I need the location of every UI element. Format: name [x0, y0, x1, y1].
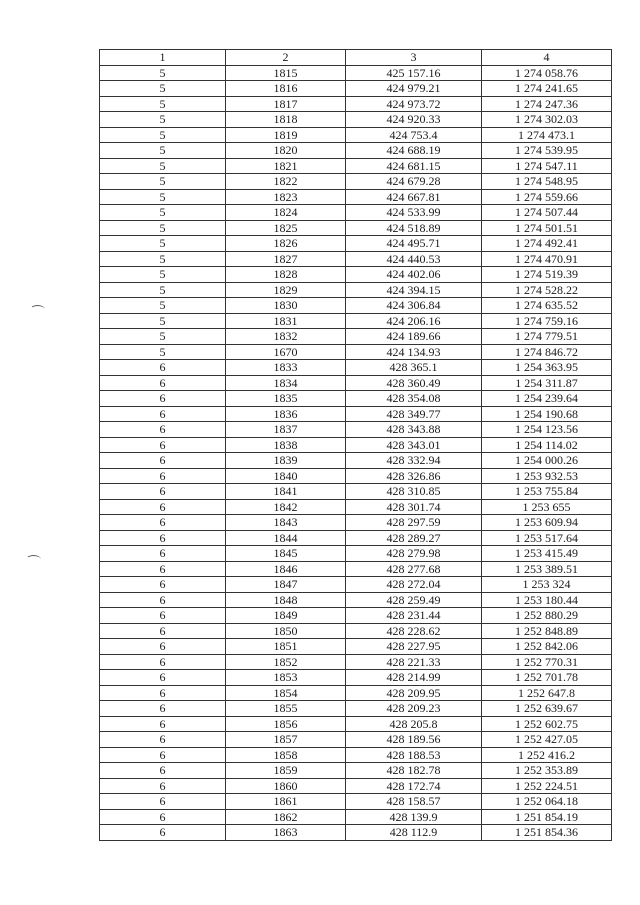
point-number-cell: 1850 — [226, 623, 346, 639]
point-number-cell: 1827 — [226, 251, 346, 267]
table-row — [100, 763, 612, 779]
point-number-cell: 1815 — [226, 65, 346, 81]
point-number-cell: 1851 — [226, 639, 346, 655]
point-number-cell: 1843 — [226, 515, 346, 531]
contour-number-cell: 5 — [100, 344, 226, 360]
table-row — [100, 747, 612, 763]
contour-number-cell: 6 — [100, 747, 226, 763]
y-coordinate-cell: 1 253 415.49 — [482, 546, 612, 562]
x-coordinate-cell: 424 753.4 — [346, 127, 482, 143]
x-coordinate-cell: 424 681.15 — [346, 158, 482, 174]
y-coordinate-cell: 1 253 755.84 — [482, 484, 612, 500]
point-number-cell: 1859 — [226, 763, 346, 779]
point-number-cell: 1837 — [226, 422, 346, 438]
y-coordinate-cell: 1 254 000.26 — [482, 453, 612, 469]
x-coordinate-cell: 424 306.84 — [346, 298, 482, 314]
point-number-cell: 1858 — [226, 747, 346, 763]
y-coordinate-cell: 1 274 528.22 — [482, 282, 612, 298]
table-row — [100, 468, 612, 484]
x-coordinate-cell: 424 206.16 — [346, 313, 482, 329]
table-row — [100, 360, 612, 376]
y-coordinate-cell: 1 274 302.03 — [482, 112, 612, 128]
contour-number-cell: 6 — [100, 825, 226, 841]
contour-number-cell: 6 — [100, 716, 226, 732]
contour-number-cell: 6 — [100, 561, 226, 577]
point-number-cell: 1844 — [226, 530, 346, 546]
table-row — [100, 375, 612, 391]
contour-number-cell: 6 — [100, 608, 226, 624]
point-number-cell: 1822 — [226, 174, 346, 190]
contour-number-cell: 6 — [100, 654, 226, 670]
table-row — [100, 205, 612, 221]
x-coordinate-cell: 428 343.01 — [346, 437, 482, 453]
y-coordinate-cell: 1 274 492.41 — [482, 236, 612, 252]
point-number-cell: 1831 — [226, 313, 346, 329]
x-coordinate-cell: 428 279.98 — [346, 546, 482, 562]
y-coordinate-cell: 1 254 239.64 — [482, 391, 612, 407]
x-coordinate-cell: 424 667.81 — [346, 189, 482, 205]
y-coordinate-cell: 1 274 507.44 — [482, 205, 612, 221]
point-number-cell: 1828 — [226, 267, 346, 283]
contour-number-cell: 6 — [100, 809, 226, 825]
point-number-cell: 1856 — [226, 716, 346, 732]
y-coordinate-cell: 1 252 880.29 — [482, 608, 612, 624]
table-row — [100, 670, 612, 686]
point-number-cell: 1845 — [226, 546, 346, 562]
x-coordinate-cell: 428 182.78 — [346, 763, 482, 779]
table-row — [100, 65, 612, 81]
x-coordinate-cell: 424 533.99 — [346, 205, 482, 221]
y-coordinate-cell: 1 252 647.8 — [482, 685, 612, 701]
contour-number-cell: 5 — [100, 251, 226, 267]
contour-number-cell: 6 — [100, 763, 226, 779]
x-coordinate-cell: 428 365.1 — [346, 360, 482, 376]
y-coordinate-cell: 1 252 224.51 — [482, 778, 612, 794]
table-row — [100, 825, 612, 841]
table-row — [100, 530, 612, 546]
point-number-cell: 1817 — [226, 96, 346, 112]
y-coordinate-cell: 1 253 517.64 — [482, 530, 612, 546]
table-row — [100, 391, 612, 407]
x-coordinate-cell: 424 189.66 — [346, 329, 482, 345]
x-coordinate-cell: 428 231.44 — [346, 608, 482, 624]
x-coordinate-cell: 425 157.16 — [346, 65, 482, 81]
y-coordinate-cell: 1 252 416.2 — [482, 747, 612, 763]
x-coordinate-cell: 424 495.71 — [346, 236, 482, 252]
y-coordinate-cell: 1 254 311.87 — [482, 375, 612, 391]
contour-number-cell: 6 — [100, 577, 226, 593]
x-coordinate-cell: 428 343.88 — [346, 422, 482, 438]
x-coordinate-cell: 428 310.85 — [346, 484, 482, 500]
x-coordinate-cell: 428 221.33 — [346, 654, 482, 670]
x-coordinate-cell: 428 209.23 — [346, 701, 482, 717]
x-coordinate-cell: 424 518.89 — [346, 220, 482, 236]
table-row — [100, 220, 612, 236]
y-coordinate-cell: 1 253 180.44 — [482, 592, 612, 608]
contour-number-cell: 5 — [100, 313, 226, 329]
contour-number-cell: 5 — [100, 174, 226, 190]
x-coordinate-cell: 428 158.57 — [346, 794, 482, 810]
y-coordinate-cell: 1 274 247.36 — [482, 96, 612, 112]
y-coordinate-cell: 1 254 363.95 — [482, 360, 612, 376]
point-number-cell: 1854 — [226, 685, 346, 701]
y-coordinate-cell: 1 252 770.31 — [482, 654, 612, 670]
table-row — [100, 267, 612, 283]
contour-number-cell: 5 — [100, 65, 226, 81]
contour-number-cell: 6 — [100, 623, 226, 639]
contour-number-cell: 5 — [100, 267, 226, 283]
table-row — [100, 236, 612, 252]
contour-number-cell: 5 — [100, 205, 226, 221]
point-number-cell: 1853 — [226, 670, 346, 686]
point-number-cell: 1862 — [226, 809, 346, 825]
margin-mark — [30, 305, 45, 314]
table-row — [100, 251, 612, 267]
x-coordinate-cell: 428 227.95 — [346, 639, 482, 655]
y-coordinate-cell: 1 274 759.16 — [482, 313, 612, 329]
y-coordinate-cell: 1 254 114.02 — [482, 437, 612, 453]
y-coordinate-cell: 1 254 123.56 — [482, 422, 612, 438]
x-coordinate-cell: 428 349.77 — [346, 406, 482, 422]
x-coordinate-cell: 424 134.93 — [346, 344, 482, 360]
point-number-cell: 1839 — [226, 453, 346, 469]
contour-number-cell: 6 — [100, 530, 226, 546]
contour-number-cell: 6 — [100, 453, 226, 469]
point-number-cell: 1816 — [226, 81, 346, 97]
table-row — [100, 453, 612, 469]
x-coordinate-cell: 428 188.53 — [346, 747, 482, 763]
x-coordinate-cell: 428 326.86 — [346, 468, 482, 484]
point-number-cell: 1838 — [226, 437, 346, 453]
point-number-cell: 1829 — [226, 282, 346, 298]
contour-number-cell: 6 — [100, 375, 226, 391]
y-coordinate-cell: 1 252 701.78 — [482, 670, 612, 686]
point-number-cell: 1670 — [226, 344, 346, 360]
point-number-cell: 1863 — [226, 825, 346, 841]
contour-number-cell: 6 — [100, 685, 226, 701]
y-coordinate-cell: 1 274 779.51 — [482, 329, 612, 345]
point-number-cell: 1821 — [226, 158, 346, 174]
table-row — [100, 158, 612, 174]
point-number-cell: 1824 — [226, 205, 346, 221]
x-coordinate-cell: 428 297.59 — [346, 515, 482, 531]
x-coordinate-cell: 424 920.33 — [346, 112, 482, 128]
x-coordinate-cell: 424 979.21 — [346, 81, 482, 97]
contour-number-cell: 5 — [100, 220, 226, 236]
contour-number-cell: 6 — [100, 670, 226, 686]
y-coordinate-cell: 1 274 635.52 — [482, 298, 612, 314]
y-coordinate-cell: 1 252 602.75 — [482, 716, 612, 732]
table-row — [100, 561, 612, 577]
point-number-cell: 1857 — [226, 732, 346, 748]
column-header-3: 3 — [346, 50, 482, 66]
y-coordinate-cell: 1 251 854.36 — [482, 825, 612, 841]
x-coordinate-cell: 428 205.8 — [346, 716, 482, 732]
column-header-1: 1 — [100, 50, 226, 66]
table-row — [100, 437, 612, 453]
x-coordinate-cell: 428 277.68 — [346, 561, 482, 577]
contour-number-cell: 6 — [100, 406, 226, 422]
contour-number-cell: 5 — [100, 158, 226, 174]
column-header-2: 2 — [226, 50, 346, 66]
y-coordinate-cell: 1 254 190.68 — [482, 406, 612, 422]
y-coordinate-cell: 1 274 539.95 — [482, 143, 612, 159]
table-row — [100, 81, 612, 97]
y-coordinate-cell: 1 252 639.67 — [482, 701, 612, 717]
table-row — [100, 608, 612, 624]
column-header-4: 4 — [482, 50, 612, 66]
point-number-cell: 1855 — [226, 701, 346, 717]
table-row — [100, 174, 612, 190]
y-coordinate-cell: 1 252 064.18 — [482, 794, 612, 810]
point-number-cell: 1861 — [226, 794, 346, 810]
contour-number-cell: 5 — [100, 236, 226, 252]
x-coordinate-cell: 428 301.74 — [346, 499, 482, 515]
x-coordinate-cell: 428 360.49 — [346, 375, 482, 391]
table-row — [100, 189, 612, 205]
x-coordinate-cell: 428 228.62 — [346, 623, 482, 639]
contour-number-cell: 6 — [100, 515, 226, 531]
x-coordinate-cell: 424 394.15 — [346, 282, 482, 298]
y-coordinate-cell: 1 253 655 — [482, 499, 612, 515]
y-coordinate-cell: 1 253 324 — [482, 577, 612, 593]
contour-number-cell: 5 — [100, 329, 226, 345]
table-row — [100, 577, 612, 593]
contour-number-cell: 5 — [100, 127, 226, 143]
table-row — [100, 592, 612, 608]
table-row — [100, 809, 612, 825]
y-coordinate-cell: 1 274 501.51 — [482, 220, 612, 236]
contour-number-cell: 6 — [100, 499, 226, 515]
point-number-cell: 1819 — [226, 127, 346, 143]
point-number-cell: 1860 — [226, 778, 346, 794]
contour-number-cell: 6 — [100, 732, 226, 748]
contour-number-cell: 5 — [100, 96, 226, 112]
x-coordinate-cell: 428 112.9 — [346, 825, 482, 841]
table-row — [100, 794, 612, 810]
table-header-row — [100, 50, 612, 66]
contour-number-cell: 5 — [100, 282, 226, 298]
point-number-cell: 1849 — [226, 608, 346, 624]
table-row — [100, 654, 612, 670]
contour-number-cell: 6 — [100, 778, 226, 794]
y-coordinate-cell: 1 274 241.65 — [482, 81, 612, 97]
table-row — [100, 716, 612, 732]
x-coordinate-cell: 424 973.72 — [346, 96, 482, 112]
y-coordinate-cell: 1 253 609.94 — [482, 515, 612, 531]
point-number-cell: 1820 — [226, 143, 346, 159]
point-number-cell: 1825 — [226, 220, 346, 236]
y-coordinate-cell: 1 274 058.76 — [482, 65, 612, 81]
table-body — [100, 65, 612, 840]
x-coordinate-cell: 428 189.56 — [346, 732, 482, 748]
x-coordinate-cell: 428 214.99 — [346, 670, 482, 686]
x-coordinate-cell: 428 289.27 — [346, 530, 482, 546]
point-number-cell: 1842 — [226, 499, 346, 515]
table-row — [100, 499, 612, 515]
contour-number-cell: 5 — [100, 189, 226, 205]
point-number-cell: 1841 — [226, 484, 346, 500]
point-number-cell: 1840 — [226, 468, 346, 484]
table-row — [100, 329, 612, 345]
contour-number-cell: 5 — [100, 298, 226, 314]
point-number-cell: 1832 — [226, 329, 346, 345]
table-row — [100, 298, 612, 314]
point-number-cell: 1818 — [226, 112, 346, 128]
table-row — [100, 112, 612, 128]
table-row — [100, 701, 612, 717]
table-row — [100, 143, 612, 159]
point-number-cell: 1836 — [226, 406, 346, 422]
coordinates-table — [99, 49, 612, 841]
table-row — [100, 96, 612, 112]
point-number-cell: 1823 — [226, 189, 346, 205]
contour-number-cell: 6 — [100, 391, 226, 407]
contour-number-cell: 6 — [100, 701, 226, 717]
point-number-cell: 1834 — [226, 375, 346, 391]
contour-number-cell: 5 — [100, 81, 226, 97]
table-row — [100, 406, 612, 422]
contour-number-cell: 6 — [100, 437, 226, 453]
contour-number-cell: 5 — [100, 112, 226, 128]
y-coordinate-cell: 1 252 353.89 — [482, 763, 612, 779]
contour-number-cell: 6 — [100, 592, 226, 608]
y-coordinate-cell: 1 274 519.39 — [482, 267, 612, 283]
point-number-cell: 1830 — [226, 298, 346, 314]
table-row — [100, 778, 612, 794]
x-coordinate-cell: 428 272.04 — [346, 577, 482, 593]
contour-number-cell: 6 — [100, 484, 226, 500]
x-coordinate-cell: 428 354.08 — [346, 391, 482, 407]
x-coordinate-cell: 424 402.06 — [346, 267, 482, 283]
table-row — [100, 313, 612, 329]
point-number-cell: 1833 — [226, 360, 346, 376]
y-coordinate-cell: 1 251 854.19 — [482, 809, 612, 825]
table-row — [100, 732, 612, 748]
contour-number-cell: 6 — [100, 794, 226, 810]
contour-number-cell: 6 — [100, 422, 226, 438]
y-coordinate-cell: 1 252 427.05 — [482, 732, 612, 748]
table-row — [100, 639, 612, 655]
table-row — [100, 685, 612, 701]
point-number-cell: 1848 — [226, 592, 346, 608]
point-number-cell: 1835 — [226, 391, 346, 407]
contour-number-cell: 6 — [100, 639, 226, 655]
table-row — [100, 422, 612, 438]
table-row — [100, 344, 612, 360]
table-row — [100, 282, 612, 298]
contour-number-cell: 6 — [100, 546, 226, 562]
point-number-cell: 1852 — [226, 654, 346, 670]
point-number-cell: 1826 — [226, 236, 346, 252]
y-coordinate-cell: 1 274 548.95 — [482, 174, 612, 190]
contour-number-cell: 6 — [100, 360, 226, 376]
y-coordinate-cell: 1 274 470.91 — [482, 251, 612, 267]
point-number-cell: 1846 — [226, 561, 346, 577]
y-coordinate-cell: 1 252 848.89 — [482, 623, 612, 639]
contour-number-cell: 5 — [100, 143, 226, 159]
y-coordinate-cell: 1 252 842.06 — [482, 639, 612, 655]
table-row — [100, 484, 612, 500]
x-coordinate-cell: 428 139.9 — [346, 809, 482, 825]
y-coordinate-cell: 1 274 473.1 — [482, 127, 612, 143]
margin-mark — [26, 555, 41, 564]
y-coordinate-cell: 1 274 846.72 — [482, 344, 612, 360]
x-coordinate-cell: 428 172.74 — [346, 778, 482, 794]
y-coordinate-cell: 1 274 547.11 — [482, 158, 612, 174]
table-row — [100, 623, 612, 639]
y-coordinate-cell: 1 274 559.66 — [482, 189, 612, 205]
y-coordinate-cell: 1 253 932.53 — [482, 468, 612, 484]
x-coordinate-cell: 424 688.19 — [346, 143, 482, 159]
x-coordinate-cell: 424 679.28 — [346, 174, 482, 190]
point-number-cell: 1847 — [226, 577, 346, 593]
x-coordinate-cell: 428 259.49 — [346, 592, 482, 608]
table-row — [100, 546, 612, 562]
table-row — [100, 515, 612, 531]
contour-number-cell: 6 — [100, 468, 226, 484]
y-coordinate-cell: 1 253 389.51 — [482, 561, 612, 577]
x-coordinate-cell: 428 332.94 — [346, 453, 482, 469]
x-coordinate-cell: 424 440.53 — [346, 251, 482, 267]
x-coordinate-cell: 428 209.95 — [346, 685, 482, 701]
table-row — [100, 127, 612, 143]
